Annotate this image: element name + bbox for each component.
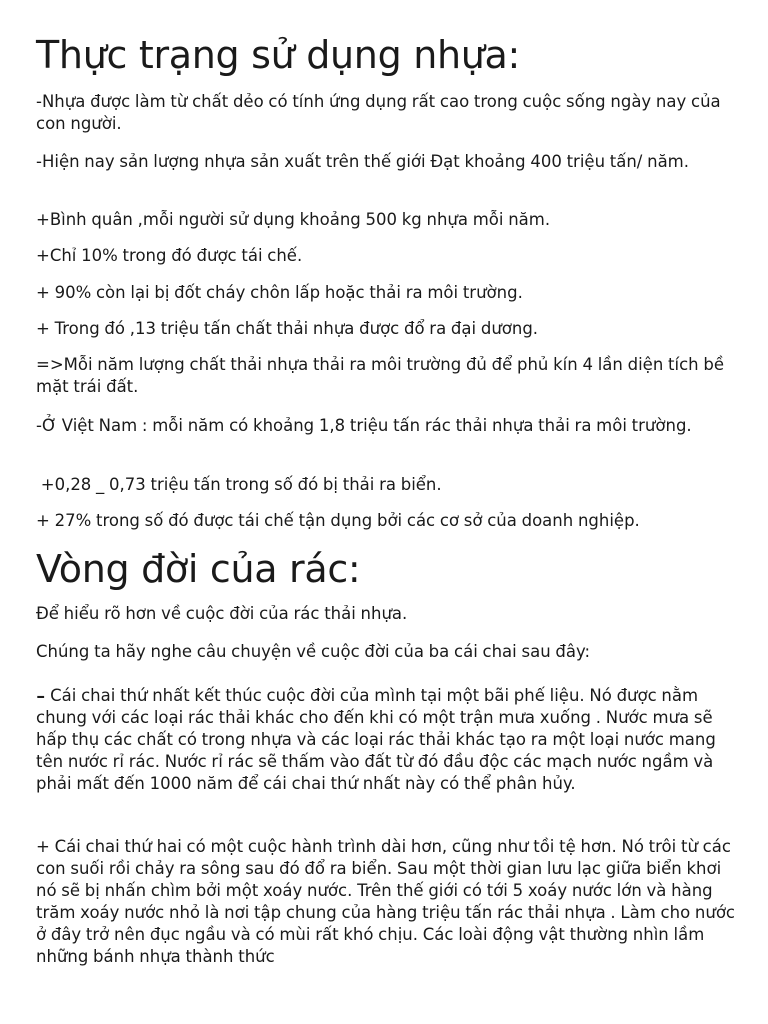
paragraph-intro: Để hiểu rõ hơn về cuộc đời của rác thải nhựa. — [36, 604, 408, 623]
paragraph: + 27% trong số đó được tái chế tận dụng bởi các cơ sở của doanh nghiệp. — [36, 511, 640, 530]
paragraph: -Ở Việt Nam : mỗi năm có khoảng 1,8 triệu tấn rác thải nhựa thải ra môi trường. — [36, 416, 692, 435]
paragraph: +Chỉ 10% trong đó được tái chế. — [36, 246, 303, 265]
paragraph: +Bình quân ,mỗi người sử dụng khoảng 500 kg nhựa mỗi năm. — [36, 210, 551, 229]
paragraph: -Nhựa được làm từ chất dẻo có tính ứng dụng rất cao trong cuộc sống ngày nay của con người. — [36, 92, 721, 133]
paragraph: =>Mỗi năm lượng chất thải nhựa thải ra môi trường đủ để phủ kín 4 lần diện tích bề mặt trái đất. — [36, 355, 724, 396]
bullet-dash: - — [36, 681, 46, 711]
bottle-one-text: Cái chai thứ nhất kết thúc cuộc đời của mình tại một bãi phế liệu. Nó được nằm chung với các loại rác thải khác cho đến khi có một trận mưa xuống . Nước mưa sẽ hấp thụ các chất có trong nhựa và các loại rác thải khác tạo ra một loại nước mang tên nước rỉ rác. Nước rỉ rác sẽ thấm vào đất từ đó đầu độc các mạch nước ngầm và phải mất đến 1000 năm để cái chai thứ nhất này có thể phân hủy. — [36, 686, 716, 793]
paragraph-bottle-one — [36, 681, 736, 795]
paragraph: -Hiện nay sản lượng nhựa sản xuất trên thế giới Đạt khoảng 400 triệu tấn/ năm. — [36, 152, 689, 171]
section-heading-plastic-status: Thực trạng sử dụng nhựa: — [36, 33, 521, 77]
paragraph: +0,28 _ 0,73 triệu tấn trong số đó bị thải ra biển. — [36, 475, 442, 494]
paragraph: + 90% còn lại bị đốt cháy chôn lấp hoặc thải ra môi trường. — [36, 283, 523, 302]
paragraph-bottle-two: + Cái chai thứ hai có một cuộc hành trình dài hơn, cũng như tồi tệ hơn. Nó trôi từ các con suối rồi chảy ra sông sau đó đổ ra biển. Sau một thời gian lưu lạc giữa biển khơi nó sẽ bị nhấn chìm bởi một xoáy nước. Trên thế giới có tới 5 xoáy nước lớn và hàng trăm xoáy nước nhỏ là nơi tập chung của hàng triệu tấn rác thải nhựa . Làm cho nước ở đây trở nên đục ngầu và có mùi rất khó chịu. Các loài động vật thường nhìn lầm những bánh nhựa thành thức — [36, 837, 735, 966]
section-heading-waste-lifecycle: Vòng đời của rác: — [36, 547, 361, 591]
paragraph-lead: Chúng ta hãy nghe câu chuyện về cuộc đời của ba cái chai sau đây: — [36, 642, 591, 661]
paragraph: + Trong đó ,13 triệu tấn chất thải nhựa được đổ ra đại dương. — [36, 319, 539, 338]
